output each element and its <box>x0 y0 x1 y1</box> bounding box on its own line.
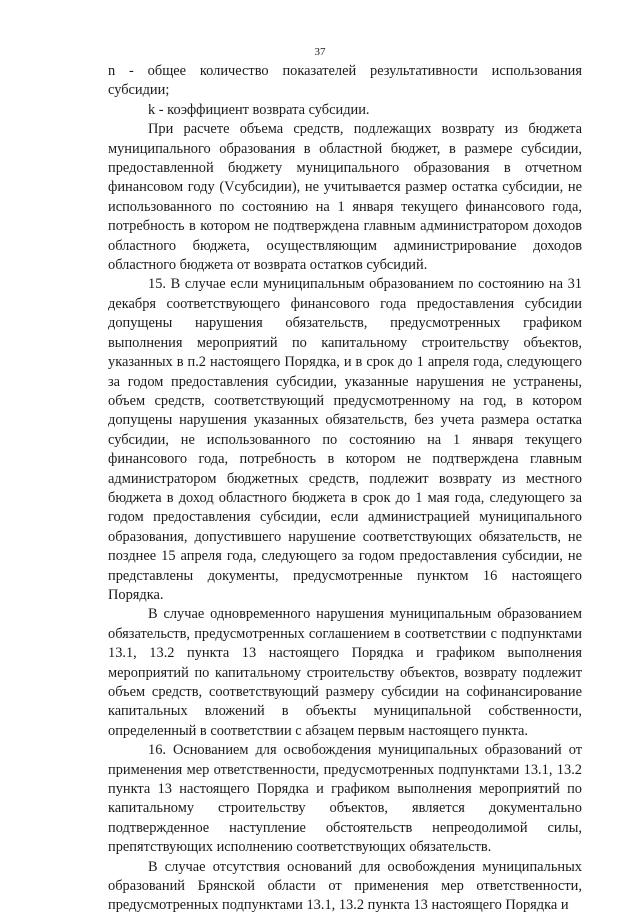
paragraph-item-15: 15. В случае если муниципальным образованием по состоянию на 31 декабря соответствующего финансового года предоставления субсидии допущены нарушения обязательств, предусмотренных графиком выполнения мероприятий по капитальному строительству объектов, указанных в п.2 настоящего Порядка, и в срок до 1 апреля года, следующего за годом предоставления субсидии, указанные нарушения не устранены, объем средств, соответствующий предусмотренному на год, в котором допущены нарушения указанных обязательств, без учета размера остатка субсидии, не использованного по состоянию на 1 января текущего финансового года, потребность в котором не подтверждена главным администратором бюджетных средств, подлежит возврату из местного бюджета в доход областного бюджета в срок до 1 мая года, следующего за годом предоставления субсидии, если администрацией муниципального образования, допустившего нарушение соответствующих обязательств, не позднее 15 апреля года, следующего за годом предоставления субсидии, не представлены документы, предусмотренные пунктом 16 настоящего Порядка. <box>108 276 582 603</box>
paragraph-no-grounds-for-release: В случае отсутствия оснований для освобождения муниципальных образований Брянской области от применения мер ответственности, предусмотренных подпунктами 13.1, 13.2 пункта 13 настоящего Порядка и <box>108 858 582 914</box>
paragraph-return-coefficient-k: k - коэффициент возврата субсидии. <box>148 101 370 118</box>
paragraph-simultaneous-violation: В случае одновременного нарушения муниципальным образованием обязательств, предусмотренных соглашением в соответствии с подпунктами 13.1, 13.2 пункта 13 настоящего Порядка и графиком выполнения мероприятий по капитальному строительству объектов, возврату подлежит объем средств, соответствующий размеру субсидии на софинансирование капитальных вложений в объекты муниципальной собственности, определенный в соответствии с абзацем первым настоящего пункта. <box>108 606 582 739</box>
page-number: 37 <box>314 46 326 58</box>
paragraph-return-volume-calculation: При расчете объема средств, подлежащих возврату из бюджета муниципального образования в областной бюджет, в размере субсидии, предоставленной бюджету муниципального образования в отчетном финансовом году (Vсубсидии), не учитывается размер остатка субсидии, не использованного по состоянию на 1 января текущего финансового года, потребность в котором не подтверждена главным администратором доходов областного бюджета, осуществляющим администрирование доходов областного бюджета от возврата остатков субсидий. <box>108 121 582 274</box>
paragraph-item-16: 16. Основанием для освобождения муниципальных образований от применения мер ответственности, предусмотренных подпунктами 13.1, 13.2 пункта 13 настоящего Порядка и графиком выполнения мероприятий по капитальному строительству объектов, является документально подтвержденное наступление обстоятельств непреодолимой силы, препятствующих исполнению соответствующих обязательств. <box>108 742 582 856</box>
paragraph-subsidy-indicators-n: n - общее количество показателей результативности использования субсидии; <box>108 63 582 99</box>
document-body <box>108 62 582 916</box>
